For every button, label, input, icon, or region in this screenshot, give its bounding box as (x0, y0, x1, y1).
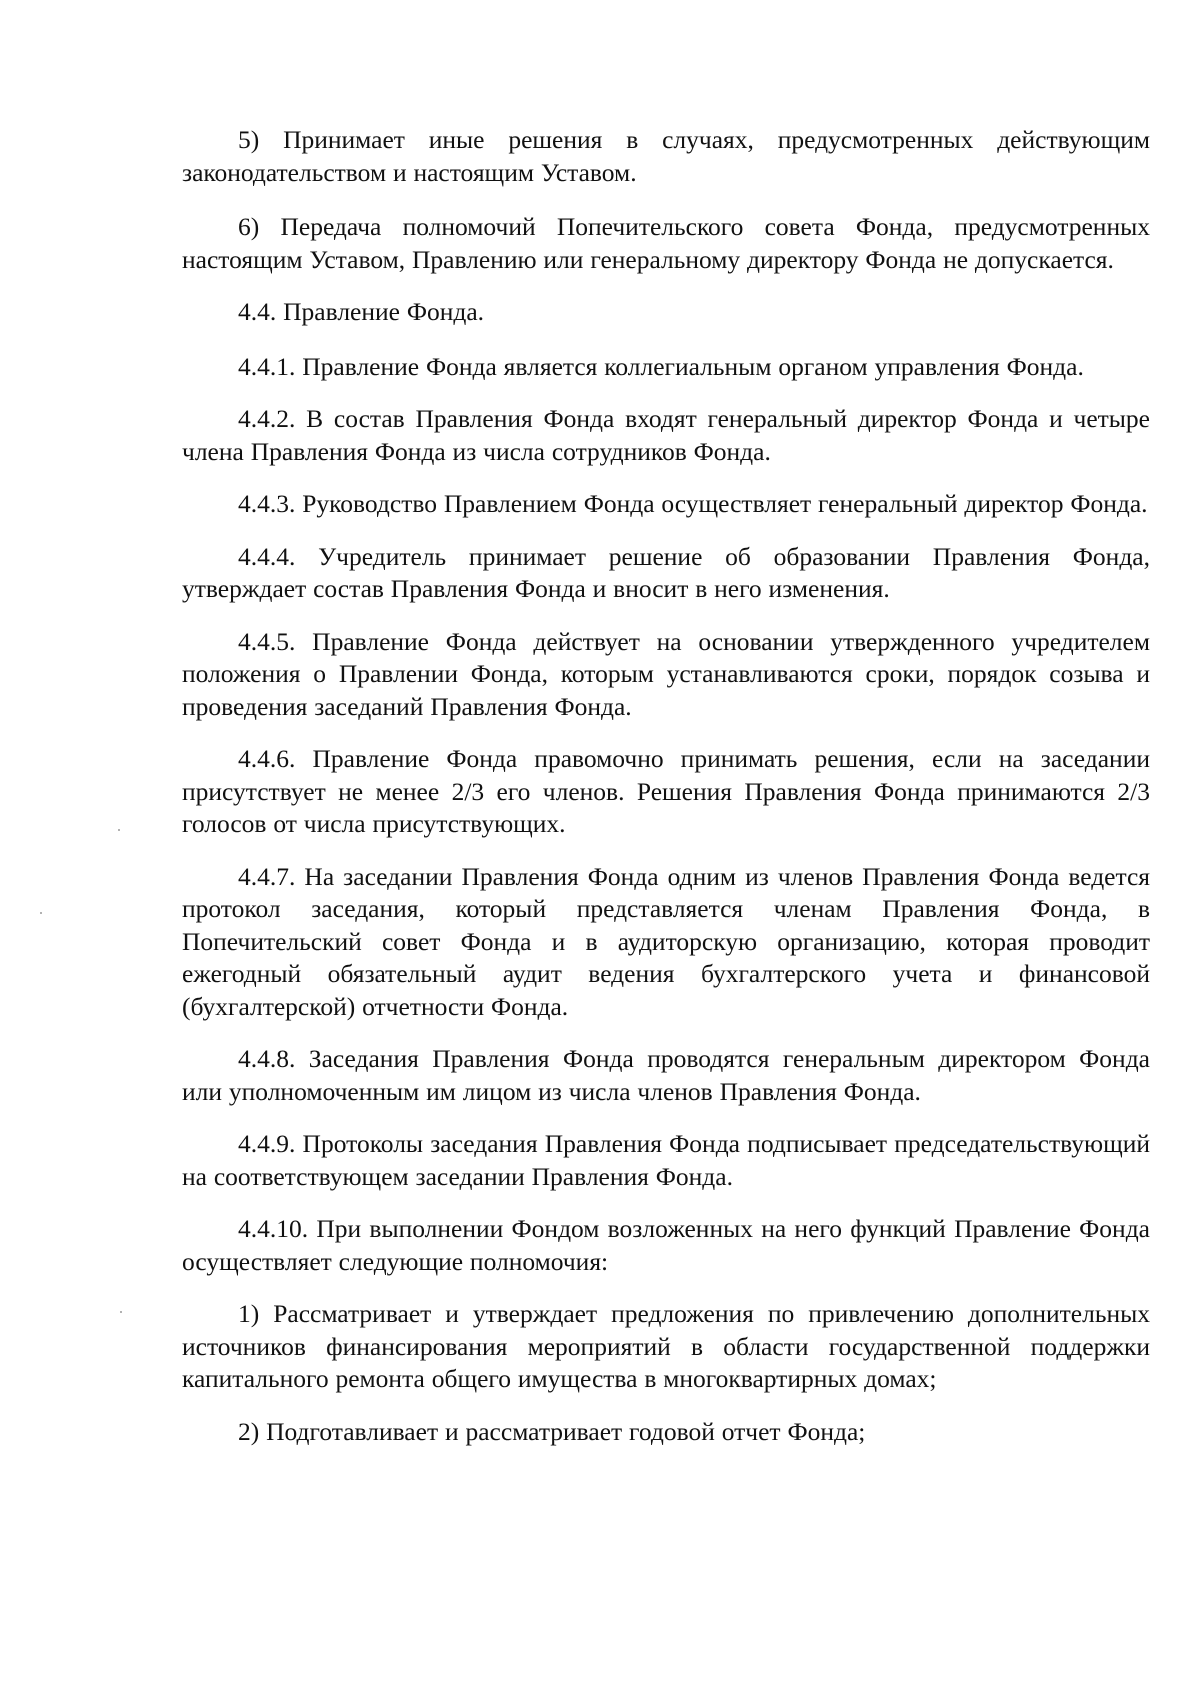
paragraph-4-4-3: 4.4.3. Руководство Правлением Фонда осуществляет генеральный директор Фонда. (238, 489, 1148, 518)
paragraph-item-6: 6) Передача полномочий Попечительского совета Фонда, предусмотренных настоящим Уставом, Правлению или генеральному директору Фонда не допускается. (182, 212, 1150, 274)
list-item-1: 1) Рассматривает и утверждает предложения по привлечению дополнительных источников финансирования мероприятий в области государственной поддержки капитального ремонта общего имущества в многоквартирных домах; (182, 1299, 1150, 1393)
paragraph-4-4-2: 4.4.2. В состав Правления Фонда входят генеральный директор Фонда и четыре члена Правления Фонда из числа сотрудников Фонда. (182, 404, 1150, 466)
paragraph-item-5: 5) Принимает иные решения в случаях, предусмотренных действующим законодательством и настоящим Уставом. (182, 125, 1150, 187)
paragraph-4-4-1: 4.4.1. Правление Фонда является коллегиальным органом управления Фонда. (238, 351, 1084, 381)
paragraph-4-4-4: 4.4.4. Учредитель принимает решение об образовании Правления Фонда, утверждает состав Правления Фонда и вносит в него изменения. (182, 541, 1150, 603)
scan-speck (40, 912, 42, 914)
list-item-2: 2) Подготавливает и рассматривает годовой отчет Фонда; (238, 1416, 866, 1446)
paragraph-4-4-7: 4.4.7. На заседании Правления Фонда одним из членов Правления Фонда ведется протокол заседания, который представляется членам Правления Фонда, в Попечительский совет Фонда и в аудиторскую организацию, которая проводит ежегодный обязательный аудит ведения бухгалтерского учета и финансовой (бухгалтерской) отчетности Фонда. (182, 861, 1150, 1021)
document-body (182, 124, 1150, 1468)
paragraph-4-4-8: 4.4.8. Заседания Правления Фонда проводятся генеральным директором Фонда или уполномоченным им лицом из числа членов Правления Фонда. (182, 1044, 1150, 1106)
scan-speck (120, 1311, 122, 1313)
paragraph-4-4-5: 4.4.5. Правление Фонда действует на основании утвержденного учредителем положения о Правлении Фонда, которым устанавливаются сроки, порядок созыва и проведения заседаний Правления Фонда. (182, 626, 1150, 721)
section-heading-4-4: 4.4. Правление Фонда. (238, 297, 485, 326)
scan-speck (118, 829, 120, 831)
paragraph-4-4-9: 4.4.9. Протоколы заседания Правления Фонда подписывает председательствующий на соответствующем заседании Правления Фонда. (182, 1129, 1150, 1191)
paragraph-4-4-10: 4.4.10. При выполнении Фондом возложенных на него функций Правление Фонда осуществляет следующие полномочия: (182, 1214, 1150, 1276)
paragraph-4-4-6: 4.4.6. Правление Фонда правомочно принимать решения, если на заседании присутствует не менее 2/3 его членов. Решения Правления Фонда принимаются 2/3 голосов от числа присутствующих. (182, 744, 1150, 838)
